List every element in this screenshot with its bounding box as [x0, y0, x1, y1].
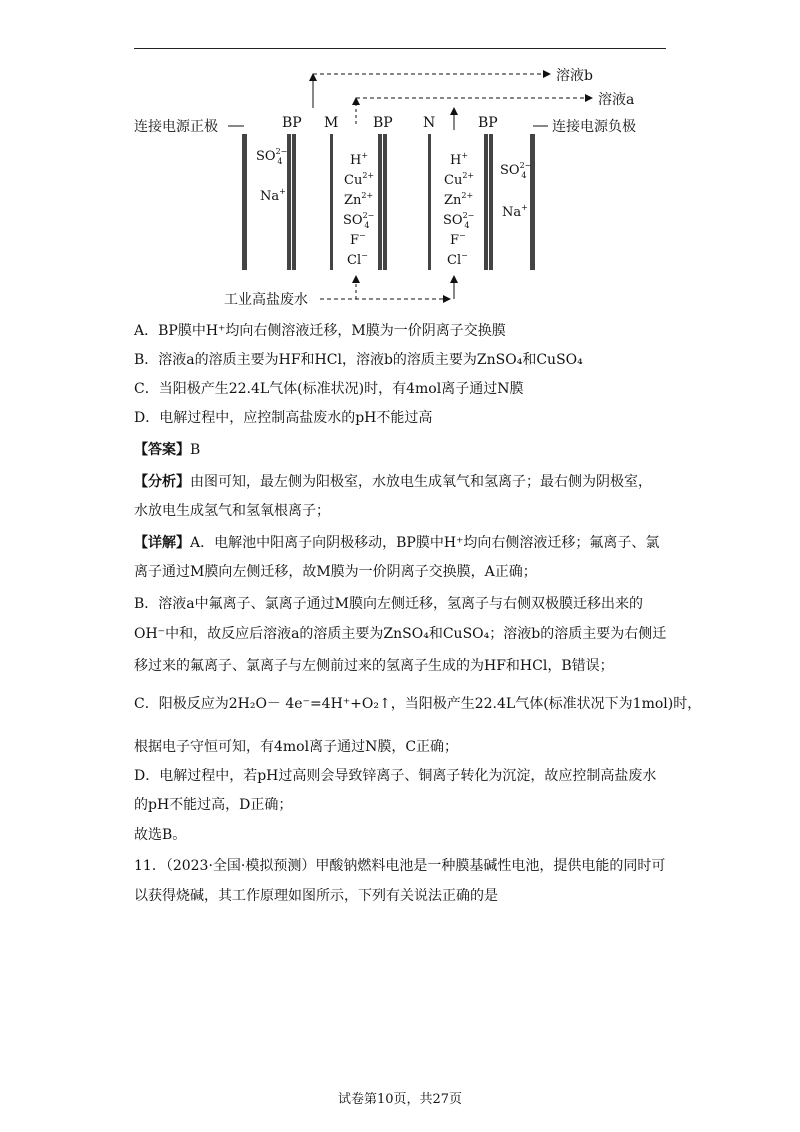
detail-b-line-3: 移过来的氟离子、氯离子与左侧前过来的氢离子生成的为HF和HCl，B错误； [134, 658, 614, 674]
bp-membrane-right-2 [489, 134, 493, 270]
svg-text:H+: H+ [350, 151, 369, 168]
cathode-electrode [530, 134, 535, 270]
solution-a-label: 溶液a [598, 92, 635, 108]
option-d: D．电解过程中，应控制高盐废水的pH不能过高 [134, 410, 433, 426]
ion-sodium-left: Na+ [260, 187, 286, 204]
ion-sodium-right: Na+ [502, 203, 528, 220]
question-11-line-1: 11．（2023·全国·模拟预测）甲酸钠燃料电池是一种膜基碱性电池，提供电能的同时可 [134, 858, 666, 874]
svg-text:Cu2+: $Cu^{2+}$ [344, 171, 375, 188]
solution-b-label: 溶液b [556, 68, 593, 84]
top-rule [134, 48, 666, 49]
analysis-line-1: 【分析】由图可知，最左侧为阳极室，水放电生成氧气和氢离子；最右侧为阴极室， [134, 474, 652, 490]
detail-a-line-1: 【详解】A．电解池中阳离子向阴极移动，BP膜中H⁺均向右侧溶液迁移；氟离子、氯 [134, 535, 660, 551]
svg-text:Cl−: Cl− [347, 251, 368, 268]
bp-label-left: BP [282, 115, 302, 131]
ions-chamber-n [443, 151, 474, 268]
option-c: C．当阳极产生22.4L气体(标准状况)时，有4mol离子通过N膜 [134, 381, 524, 397]
svg-text:F−: F− [450, 231, 466, 248]
bp-membrane-middle-1 [378, 134, 382, 270]
m-membrane [330, 134, 333, 270]
answer-line: 【答案】B [134, 442, 201, 458]
bp-label-right: BP [478, 115, 498, 131]
svg-text:SO2−4: $SO^{2-}$ 4 [443, 211, 475, 230]
bp-membrane-left-2 [292, 134, 296, 270]
detail-b-line-1: B．溶液a中氟离子、氯离子通过M膜向左侧迁移，氢离子与右侧双极膜迁移出来的 [134, 596, 643, 612]
bp-membrane-right-1 [484, 134, 488, 270]
detail-d-line-2: 的pH不能过高，D正确； [134, 797, 293, 813]
analysis-line-2: 水放电生成氢气和氢氧根离子； [134, 503, 330, 519]
ion-sulfate-right: $SO^{2-}$ 4 [500, 161, 532, 180]
negative-terminal-label: 连接电源负极 [552, 119, 636, 135]
m-label: M [324, 115, 339, 131]
option-b: B．溶液a的溶质主要为HF和HCl，溶液b的溶质主要为ZnSO₄和CuSO₄ [134, 352, 583, 368]
option-a: A．BP膜中H⁺均向右侧溶液迁移，M膜为一价阴离子交换膜 [134, 323, 506, 339]
conclusion: 故选B。 [134, 827, 187, 843]
svg-text:Cl−: Cl− [447, 251, 468, 268]
positive-terminal-label: 连接电源正极 [134, 119, 218, 135]
ion-sulfate-left: $SO^{2-}$ 4 [256, 147, 288, 166]
svg-text:SO2−4: $SO^{2-}$ 4 [343, 211, 375, 230]
question-11-line-2: 以获得烧碱，其工作原理如图所示，下列有关说法正确的是 [134, 888, 498, 904]
svg-text:F−: F− [350, 231, 366, 248]
detail-c-line-2: 根据电子守恒可知，有4mol离子通过N膜，C正确； [134, 739, 459, 755]
detail-b-line-2: OH⁻中和，故反应后溶液a的溶质主要为ZnSO₄和CuSO₄；溶液b的溶质主要为右侧迁 [134, 626, 667, 642]
svg-text:H+: H+ [450, 151, 469, 168]
svg-text:Cu2+: $Cu^{2+}$ [444, 171, 475, 188]
detail-d-line-1: D．电解过程中，若pH过高则会导致锌离子、铜离子转化为沉淀，故应控制高盐废水 [134, 768, 657, 784]
detail-c-line-1: C．阳极反应为2H₂O－ 4e⁻=4H⁺+O₂↑，当阳极产生22.4L气体(标准状况下为1mol)时， [134, 696, 702, 712]
electrolysis-diagram [0, 50, 800, 310]
ions-chamber-m [343, 151, 374, 268]
svg-text:Zn2+: $Zn^{2+}$ [344, 191, 374, 208]
feed-label: 工业高盐废水 [224, 292, 308, 308]
anode-electrode [242, 134, 247, 270]
detail-a-line-2: 离子通过M膜向左侧迁移，故M膜为一价阴离子交换膜，A正确； [134, 564, 537, 580]
bp-membrane-middle-2 [383, 134, 387, 270]
bp-label-middle: BP [373, 115, 393, 131]
svg-text:Zn2+: $Zn^{2+}$ [444, 191, 474, 208]
n-label: N [423, 115, 436, 131]
page-footer: 试卷第10页，共27页 [337, 1092, 463, 1107]
bp-membrane-left-1 [287, 134, 291, 270]
n-membrane [428, 134, 431, 270]
